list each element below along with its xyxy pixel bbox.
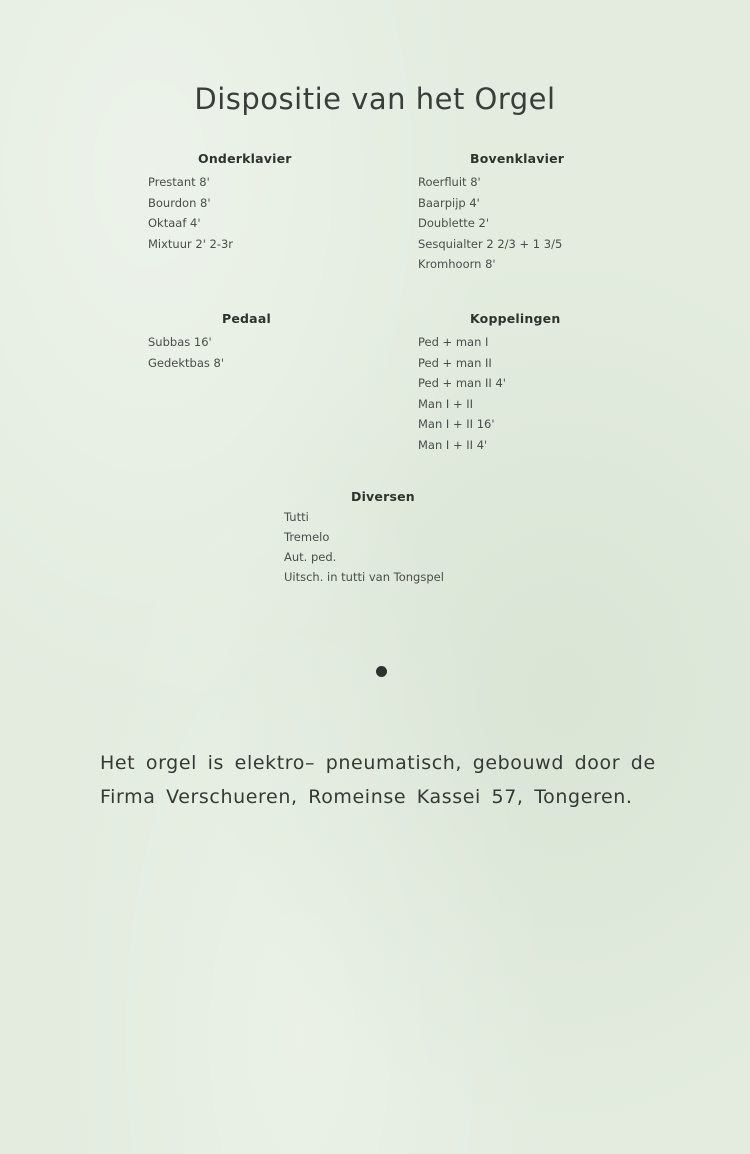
footer-text [100,746,680,814]
stop-item: Tremelo [284,530,330,544]
section-pedaal [148,311,271,373]
section-heading-pedaal: Pedaal [222,311,271,326]
stop-item: Man I + II 4' [418,437,488,452]
page-title: Dispositie van het Orgel [194,82,556,116]
section-koppelingen [418,311,560,455]
section-heading-bovenklavier: Bovenklavier [470,151,565,166]
stop-item: Ped + man I [418,335,489,349]
section-diversen [284,489,444,587]
stop-item: Man I + II [418,396,474,411]
stop-item: Prestant 8' [148,175,210,189]
stop-item: Bourdon 8' [148,195,211,210]
section-bovenklavier [418,151,564,275]
stop-item: Doublette 2' [418,216,489,230]
footer-line-1: Het orgel is elektro– pneumatisch, gebouwd door de [100,752,656,774]
section-heading-diversen: Diversen [351,489,415,504]
stop-item: Baarpijp 4' [418,195,480,210]
stop-item: Ped + man II [418,355,492,370]
stop-item: Kromhoorn 8' [418,257,496,271]
footer-line-2: Firma Verschueren, Romeinse Kassei 57, Tongeren. [100,786,633,808]
stop-item: Gedektbas 8' [148,355,225,370]
stop-item: Ped + man II 4' [418,376,506,390]
stop-item: Uitsch. in tutti van Tongspel [284,570,444,584]
stop-list-koppelingen [418,332,560,455]
section-heading-onderklavier: Onderklavier [198,151,292,166]
stop-list-pedaal [148,332,271,373]
section-heading-koppelingen: Koppelingen [470,311,561,326]
stop-list-diversen [284,507,444,587]
stop-item: Aut. ped. [284,550,337,564]
stop-item: Tutti [284,510,309,524]
stop-item: Subbas 16' [148,335,212,349]
bullet-separator-icon [376,666,387,677]
stop-item: Mixtuur 2' 2-3r [148,236,234,251]
stop-item: Sesquialter 2 2/3 + 1 3/5 [418,236,563,251]
stop-list-onderklavier [148,172,292,254]
stop-item: Roerfluit 8' [418,175,481,189]
stop-item: Man I + II 16' [418,417,495,431]
stop-list-bovenklavier [418,172,564,275]
section-onderklavier [148,151,292,254]
stop-item: Oktaaf 4' [148,216,201,230]
